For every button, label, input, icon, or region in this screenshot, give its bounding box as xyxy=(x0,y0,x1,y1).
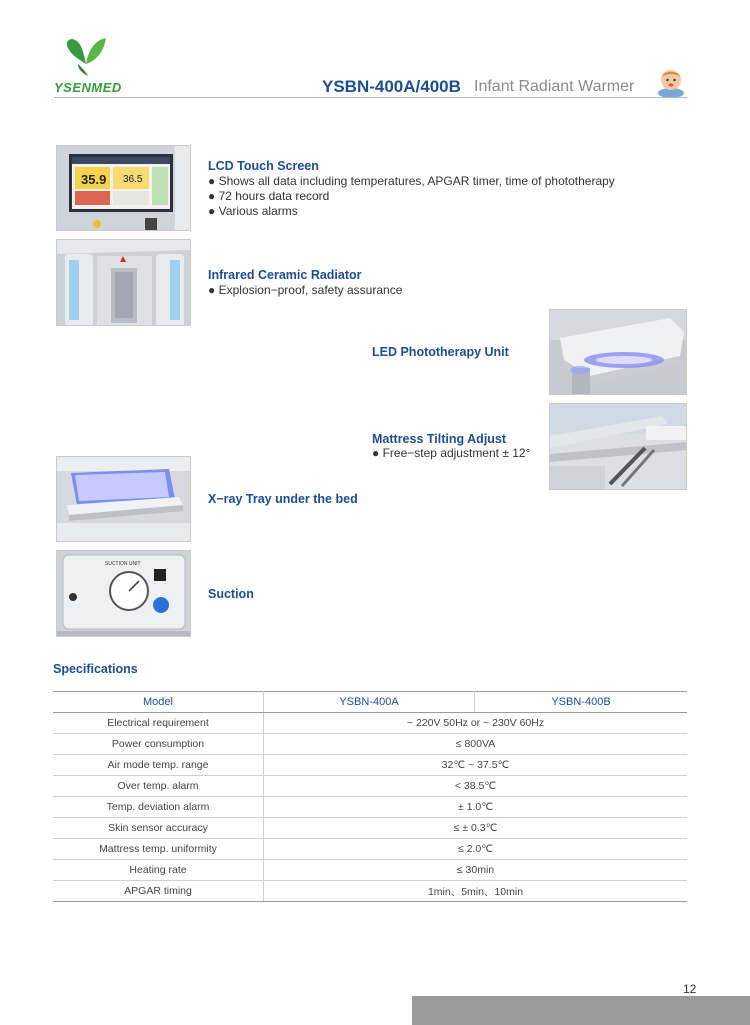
lcd-screen-photo xyxy=(56,145,191,231)
list-item: ● Various alarms xyxy=(208,204,298,218)
table-row xyxy=(53,839,687,860)
table-cell: APGAR timing xyxy=(53,881,264,902)
specifications-table xyxy=(53,691,687,902)
page-number: 12 xyxy=(683,982,697,996)
table-header-cell: YSBN-400B xyxy=(475,692,688,713)
table-row xyxy=(53,755,687,776)
brand-logo-icon xyxy=(62,34,110,76)
feature-lcd-bullets xyxy=(208,174,615,219)
table-cell: Air mode temp. range xyxy=(53,755,264,776)
baby-icon xyxy=(655,66,687,98)
table-row xyxy=(53,818,687,839)
table-row xyxy=(53,860,687,881)
table-cell: Electrical requirement xyxy=(53,713,264,734)
table-cell: Mattress temp. uniformity xyxy=(53,839,264,860)
header-divider xyxy=(54,97,687,98)
table-cell: 32℃ ~ 37.5℃ xyxy=(264,755,688,776)
table-cell: 1min、5min、10min xyxy=(264,881,688,902)
table-cell: ± 1.0℃ xyxy=(264,797,688,818)
feature-suction-title: Suction xyxy=(208,587,254,601)
table-cell: Skin sensor accuracy xyxy=(53,818,264,839)
table-row xyxy=(53,776,687,797)
specifications-title: Specifications xyxy=(53,662,138,676)
footer-bar xyxy=(412,996,750,1025)
feature-radiator-bullets xyxy=(208,283,402,298)
radiator-photo xyxy=(56,239,191,326)
product-model: YSBN-400A/400B xyxy=(322,77,461,96)
feature-radiator-title: Infrared Ceramic Radiator xyxy=(208,268,362,282)
feature-xray-title: X−ray Tray under the bed xyxy=(208,492,358,506)
table-header-cell: YSBN-400A xyxy=(264,692,475,713)
feature-tilt-title: Mattress Tilting Adjust xyxy=(372,432,507,446)
screen-temp-2: 36.5 xyxy=(123,174,143,185)
table-cell: ≤ ± 0.3℃ xyxy=(264,818,688,839)
mattress-tilt-photo xyxy=(549,403,687,490)
suction-photo xyxy=(56,550,191,637)
list-item: ● Explosion−proof, safety assurance xyxy=(208,283,403,297)
table-cell: Heating rate xyxy=(53,860,264,881)
screen-temp-1: 35.9 xyxy=(81,172,107,187)
table-cell: Power consumption xyxy=(53,734,264,755)
list-item: ● 72 hours data record xyxy=(208,189,330,203)
table-cell: ≤ 30min xyxy=(264,860,688,881)
table-header-row xyxy=(53,692,687,713)
led-phototherapy-photo xyxy=(549,309,687,395)
xray-tray-photo xyxy=(56,456,191,542)
product-name: Infant Radiant Warmer xyxy=(474,78,635,95)
table-cell: ~ 220V 50Hz or ~ 230V 60Hz xyxy=(264,713,688,734)
table-cell: < 38.5℃ xyxy=(264,776,688,797)
table-header-cell: Model xyxy=(53,692,264,713)
feature-tilt-bullets xyxy=(372,446,530,461)
table-cell: Temp. deviation alarm xyxy=(53,797,264,818)
table-cell: ≤ 800VA xyxy=(264,734,688,755)
feature-lcd-title: LCD Touch Screen xyxy=(208,159,319,173)
table-row xyxy=(53,797,687,818)
table-cell: ≤ 2.0℃ xyxy=(264,839,688,860)
brand-name: YSENMED xyxy=(54,80,122,95)
list-item: ● Shows all data including temperatures, APGAR timer, time of phototherapy xyxy=(208,174,615,188)
feature-led-title: LED Phototherapy Unit xyxy=(372,345,509,359)
table-cell: Over temp. alarm xyxy=(53,776,264,797)
list-item: ● Free−step adjustment ± 12° xyxy=(372,446,531,460)
table-row xyxy=(53,881,687,902)
suction-panel-label: SUCTION UNIT xyxy=(105,561,141,567)
table-row xyxy=(53,713,687,734)
table-row xyxy=(53,734,687,755)
